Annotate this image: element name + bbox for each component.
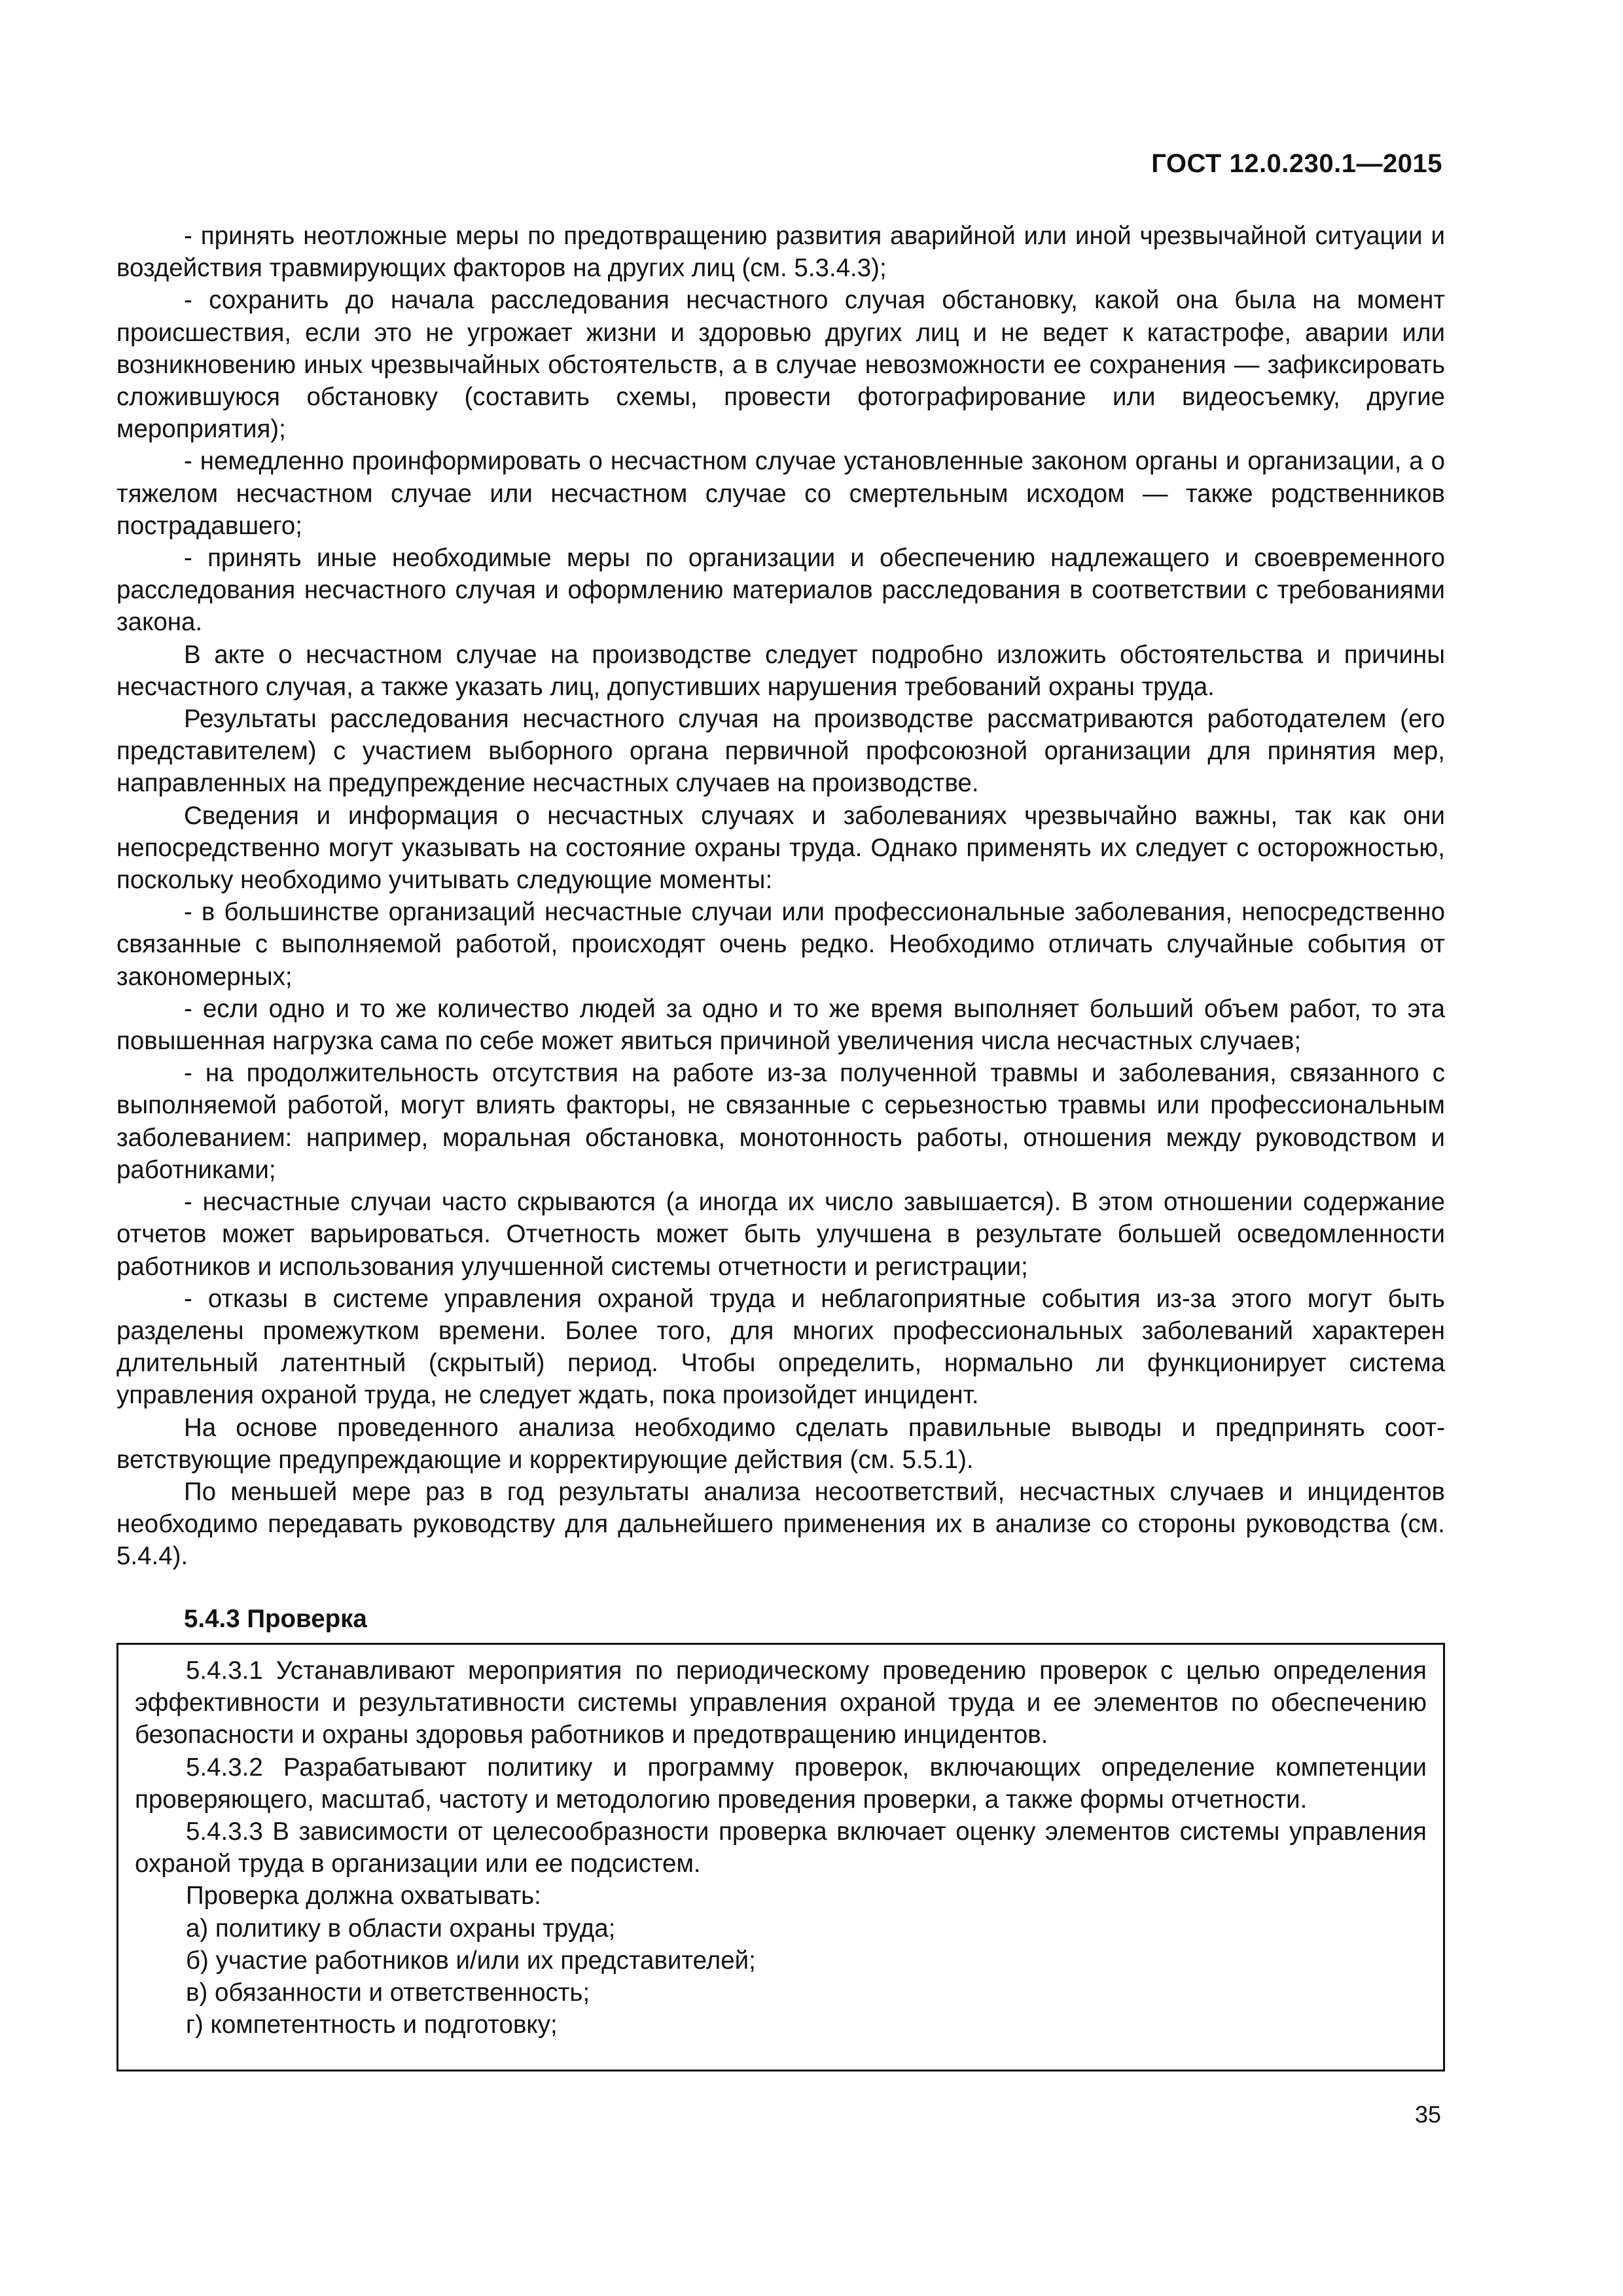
boxed-paragraph: 5.4.3.3 В зависимости от целесообразности проверка включает оценку элементов системы управления охраной труда в организации или ее подсистем. <box>135 1818 1427 1878</box>
page-number: 35 <box>1414 2101 1441 2128</box>
boxed-section <box>116 1643 1445 2072</box>
boxed-paragraph: 5.4.3.1 Устанавливают мероприятия по периодическому проведению проверок с целью определения эффективности и результативности системы управления охраной труда и ее элементов по обеспечению безопасности и охраны здоровья работников и предотвращению инцидентов. <box>135 1657 1427 1749</box>
paragraph: - если одно и то же количество людей за одно и то же время выполняет больший объем работ, то эта повышенная нагрузка сама по себе может явиться причиной увеличения числа несчастных случаев; <box>116 994 1445 1056</box>
paragraph: По меньшей мере раз в год результаты анализа несоответствий, несчастных случаев и инцидентов необходимо передавать руководству для дальнейшего применения их в анализе со стороны руководства (см. 5.4.4). <box>116 1477 1445 1571</box>
list-item: в) обязанности и ответственность; <box>186 1979 590 2007</box>
paragraph: Сведения и информация о несчастных случаях и заболеваниях чрезвычайно важны, так как они непосредственно могут указывать на состояние охраны труда. Однако применять их следует с осторожностью, поскольку необходимо учитывать следующие моменты: <box>116 801 1445 895</box>
list-item: б) участие работников и/или их представителей; <box>186 1946 756 1975</box>
paragraph: На основе проведенного анализа необходимо сделать правильные выводы и предпринять соответствующие предупреждающие и корректирующие действия (см. 5.5.1). <box>116 1413 1445 1474</box>
paragraph: - сохранить до начала расследования несчастного случая обстановку, какой она была на момент происшествия, если это не угрожает жизни и здоровью других лиц и не ведет к катастрофе, аварии или возникновению иных чрезвычайных обстоятельств, а в случае невозможности ее сохранения — зафиксировать сложившуюся обстановку (составить схемы, провести фотографирование или видеосъемку, другие мероприятия); <box>116 286 1445 444</box>
paragraph: - принять иные необходимые меры по организации и обеспечению надлежащего и своевременного расследования несчастного случая и оформлению материалов расследования в соответствии с требованиями закона. <box>116 544 1445 637</box>
body-text <box>116 220 1445 1573</box>
list-item: г) компетентность и подготовку; <box>186 2011 558 2039</box>
list-item: а) политику в области охраны труда; <box>186 1914 616 1943</box>
section-heading: 5.4.3 Проверка <box>184 1605 367 1633</box>
paragraph: - на продолжительность отсутствия на работе из-за полученной травмы и заболевания, связанного с выполняемой работой, могут влиять факторы, не связанные с серьезностью травмы или профессиональным заболеванием: например, моральная обстановка, монотонность работы, отношения между руководством и работниками; <box>116 1059 1445 1184</box>
paragraph: - принять неотложные меры по предотвращению развития аварийной или иной чрезвычайной ситуации и воздействия травмирующих факторов на других лиц (см. 5.3.4.3); <box>116 222 1445 283</box>
document-code-header: ГОСТ 12.0.230.1—2015 <box>1151 149 1442 178</box>
paragraph: Результаты расследования несчастного случая на производстве рассматриваются работодателем (его представителем) с участием выборного органа первичной профсоюзной организации для принятия мер, направленных на предупреждение несчастных случаев на производстве. <box>116 705 1445 798</box>
paragraph: - отказы в системе управления охраной труда и неблагоприятные события из-за этого могут быть разделены промежутком времени. Более того, для многих профессиональных заболеваний характерен длительный латентный (скрытый) период. Чтобы определить, нормально ли функционирует система управления охраной труда, не следует ждать, пока произойдет инцидент. <box>116 1284 1445 1410</box>
paragraph: - несчастные случаи часто скрываются (а иногда их число завышается). В этом отношении содержание отчетов может варьироваться. Отчетность может быть улучшена в результате большей осведомленности работников и использования улучшенной системы отчетности и регистрации; <box>116 1188 1445 1281</box>
boxed-paragraph: 5.4.3.2 Разрабатывают политику и программу проверок, включающих определение компетенции проверяющего, масштаб, частоту и методологию проведения проверки, а также формы отчетности. <box>135 1753 1427 1814</box>
paragraph: - немедленно проинформировать о несчастном случае установленные законом органы и организации, а о тяжелом несчастном случае или несчастном случае со смертельным исходом — также родственников пострадавшего; <box>116 447 1445 540</box>
boxed-paragraph: Проверка должна охватывать: <box>186 1882 541 1910</box>
paragraph: В акте о несчастном случае на производстве следует подробно изложить обстоятельства и причины несчастного случая, а также указать лиц, допустивших нарушения требований охраны труда. <box>116 640 1445 701</box>
paragraph: - в большинстве организаций несчастные случаи или профессиональные заболевания, непосредственно связанные с выполняемой работой, происходят очень редко. Необходимо отличать случайные события от закономерных; <box>116 898 1445 991</box>
